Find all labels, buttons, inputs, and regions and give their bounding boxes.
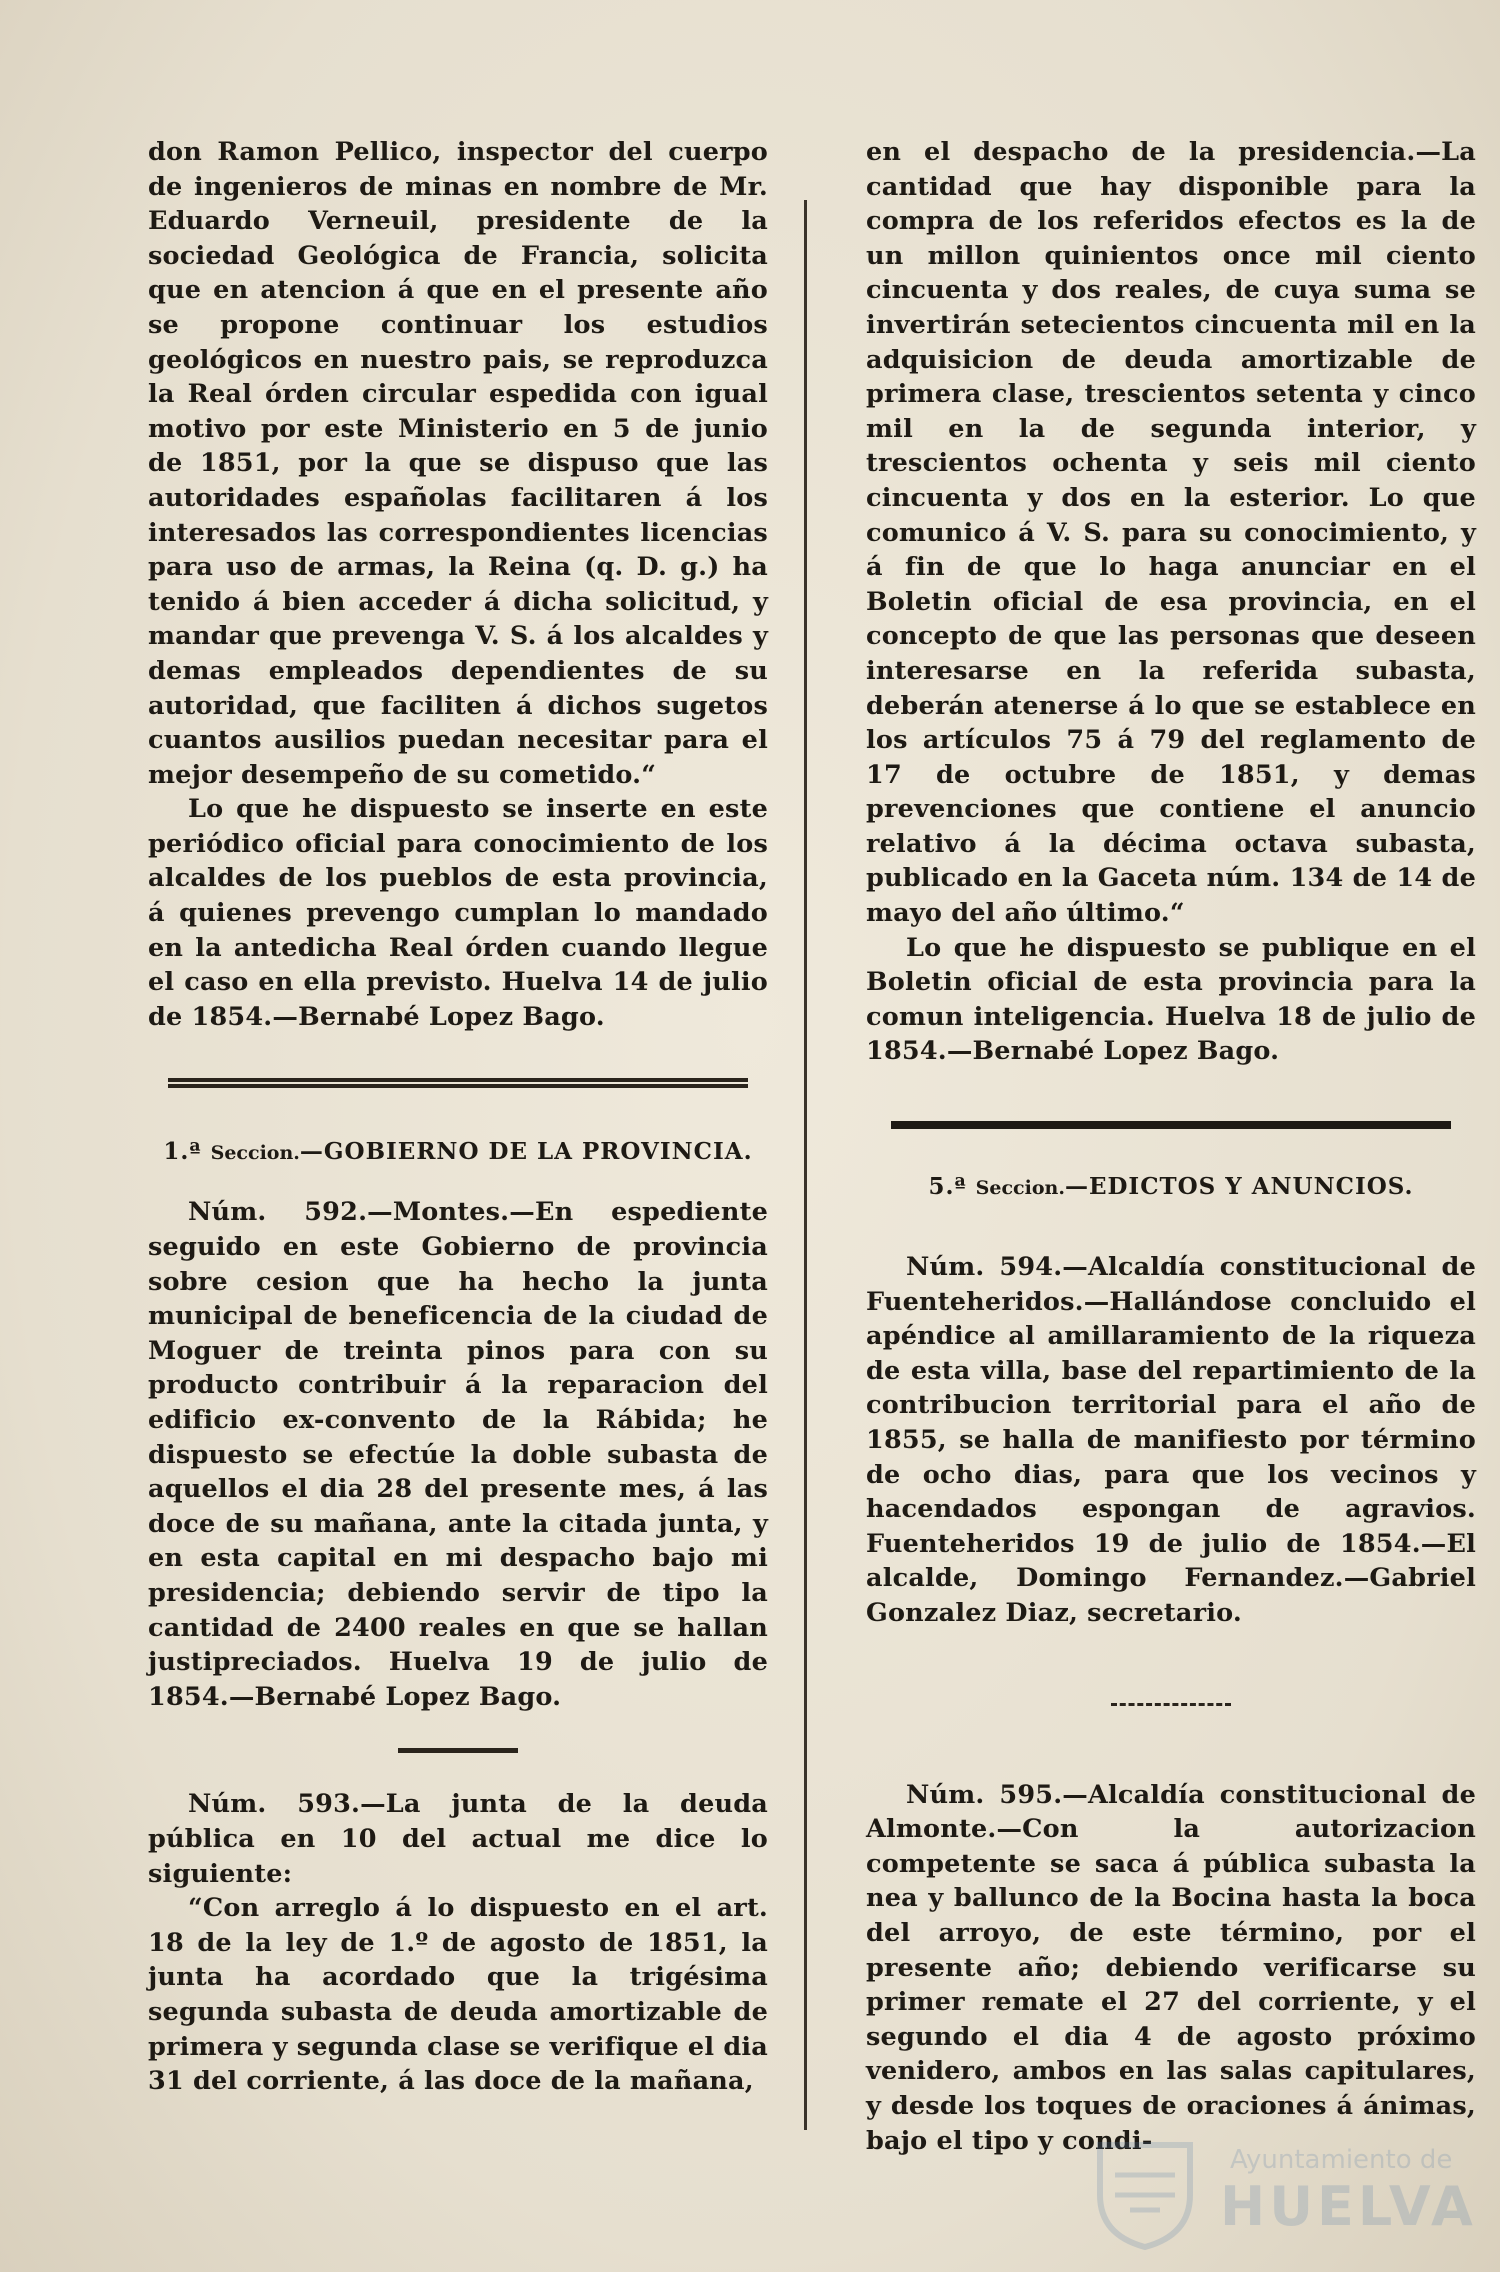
section-title: —EDICTOS Y ANUNCIOS.: [1064, 1173, 1414, 1201]
section-heading: [148, 1138, 768, 1165]
notice-592: Núm. 592.—Montes.—En espediente seguido en este Gobierno de provincia sobre cesion que ha hecho la junta municipal de beneficencia de la ciudad de Moguer de treinta pinos para con su producto contribuir á la reparacion del edificio ex-convento de la Rábida; he dispuesto se efectúe la doble subasta de aquellos el dia 28 del presente mes, á las doce de su mañana, ante la citada junta, y en esta capital en mi despacho bajo mi presidencia; debiendo servir de tipo la cantidad de 2400 reales en que se hallan justipreciados. Huelva 19 de julio de 1854.—Bernabé Lopez Bago.: [148, 1197, 768, 1712]
section-number: 1.ª: [163, 1138, 202, 1166]
section-label: Seccion.: [210, 1142, 300, 1165]
double-rule: [168, 1078, 748, 1088]
watermark: [1090, 2135, 1477, 2255]
intro-paragraph: don Ramon Pellico, inspector del cuerpo de ingenieros de minas en nombre de Mr. Eduardo Verneuil, presidente de la sociedad Geológica de Francia, solicita que en atencion á que en el presente año se propone continuar los estudios geológicos en nuestro pais, se reproduzca la Real órden circular espedida con igual motivo por este Ministerio en 5 de junio de 1851, por la que se dispuso que las autoridades españolas facilitaren á los interesados las correspondientes licencias para uso de armas, la Reina (q. D. g.) ha tenido á bien acceder á dicha solicitud, y mandar que prevenga V. S. á los alcaldes y demas empleados dependientes de su autoridad, que faciliten á dichos sugetos cuantos ausilios puedan necesitar para el mejor desempeño de su cometido.“: [148, 137, 768, 790]
notice-594: Núm. 594.—Alcaldía constitucional de Fuenteheridos.—Hallándose concluido el apéndice al amillaramiento de la riqueza de esta villa, base del repartimiento de la contribucion territorial para el año de 1855, se halla de manifiesto por término de ocho dias, para que los vecinos y hacendados espongan de agravios. Fuenteheridos 19 de julio de 1854.—El alcalde, Domingo Fernandez.—Gabriel Gonzalez Diaz, secretario.: [866, 1252, 1476, 1628]
right-column: [866, 135, 1476, 2158]
coat-of-arms-icon: [1090, 2135, 1200, 2250]
section-title: —GOBIERNO DE LA PROVINCIA.: [299, 1138, 753, 1166]
section-heading: [866, 1173, 1476, 1200]
order-paragraph: Lo que he dispuesto se inserte en este periódico oficial para conocimiento de los alcaldes de los pueblos de esta provincia, á quienes prevengo cumplan lo mandado en la antedicha Real órden cuando llegue el caso en ella previsto. Huelva 14 de julio de 1854.—Bernabé Lopez Bago.: [148, 794, 768, 1032]
notice-595: Núm. 595.—Alcaldía constitucional de Almonte.—Con la autorizacion competente se saca á pública subasta la nea y ballunco de la Bocina hasta la boca del arroyo, de este término, por el presente año; debiendo verificarse su primer remate el 27 del corriente, y el segundo el dia 4 de agosto próximo venidero, ambos en las salas capitulares, y desde los toques de oraciones á ánimas, bajo el tipo y condi-: [866, 1779, 1476, 2156]
section-label: Seccion.: [975, 1177, 1065, 1200]
thick-rule: [891, 1121, 1451, 1129]
section-number: 5.ª: [928, 1173, 967, 1201]
continued-paragraph: en el despacho de la presidencia.—La cantidad que hay disponible para la compra de los referidos efectos es la de un millon quinientos once mil ciento cincuenta y dos reales, de cuya suma se invertirán setecientos cincuenta mil en la adquisicion de deuda amortizable de primera clase, trescientos setenta y cinco mil en la de segunda interior, y trescientos ochenta y seis mil ciento cincuenta y dos en la esterior. Lo que comunico á V. S. para su conocimiento, y á fin de que lo haga anunciar en el Boletin oficial de esa provincia, en el concepto de que las personas que deseen interesarse en la referida subasta, deberán atenerse á lo que se establece en los artículos 75 á 79 del reglamento de 17 de octubre de 1851, y demas prevenciones que contiene el anuncio relativo á la décima octava subasta, publicado en la Gaceta núm. 134 de 14 de mayo del año último.“: [866, 137, 1476, 929]
column-divider: [804, 200, 807, 2130]
publish-paragraph: Lo que he dispuesto se publique en el Boletin oficial de esta provincia para la comun inteligencia. Huelva 18 de julio de 1854.—Bernabé Lopez Bago.: [866, 932, 1476, 1067]
watermark-line2: HUELVA: [1220, 2175, 1477, 2238]
notice-593: Núm. 593.—La junta de la deuda pública en 10 del actual me dice lo siguiente:: [148, 1789, 768, 1889]
left-column: [148, 135, 768, 2099]
watermark-line1: Ayuntamiento de: [1230, 2145, 1453, 2175]
notice-593-quote: “Con arreglo á lo dispuesto en el art. 18 de la ley de 1.º de agosto de 1851, la junta ha acordado que la trigésima segunda subasta de deuda amortizable de primera y segunda clase se verifique el dia 31 del corriente, á las doce de la mañana,: [148, 1893, 768, 2097]
